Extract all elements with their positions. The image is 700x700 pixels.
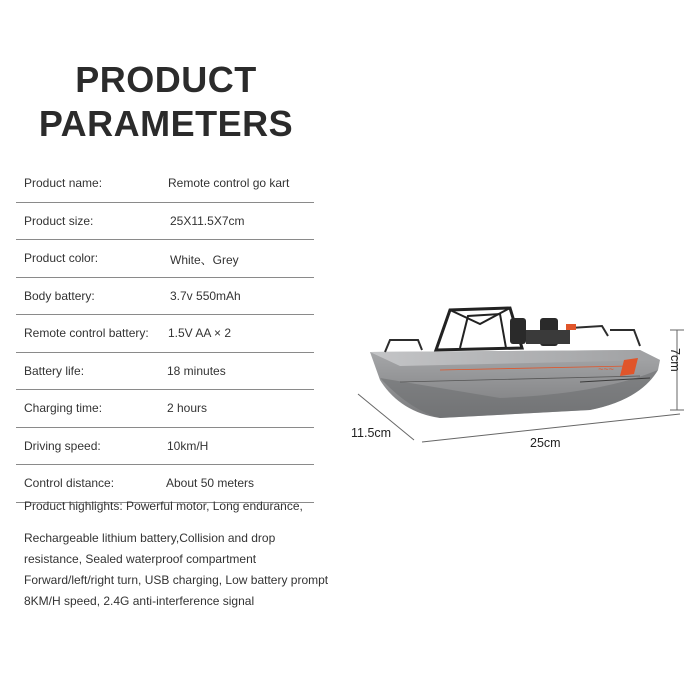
highlights-heading: Product highlights: Powerful motor, Long endurance, [24,499,303,513]
param-value: 10km/H [167,438,209,453]
param-label: Battery life: [24,363,85,378]
param-label: Body battery: [24,288,95,303]
param-label: Product color: [24,251,99,265]
param-row [16,465,314,503]
param-value: 18 minutes [167,363,226,378]
param-label: Charging time: [24,401,103,415]
boat-product-image [340,290,700,460]
parameter-table [16,165,314,503]
highlight-line: 8KM/H speed, 2.4G anti-interference signal [24,594,255,608]
svg-text:~~~: ~~~ [598,364,614,374]
param-label: Driving speed: [24,438,101,453]
param-row [16,278,314,316]
param-row [16,165,314,203]
width-dimension-label: 11.5cm [351,426,392,440]
param-label: Product size: [24,213,94,228]
length-dimension-label: 25cm [530,436,561,450]
highlight-line: Rechargeable lithium battery,Collision and drop [24,531,276,545]
param-value: 3.7v 550mAh [170,288,241,303]
title-line-2: PARAMETERS [38,103,294,144]
param-label: Remote control battery: [24,326,149,340]
param-value: Remote control go kart [168,176,290,190]
title-line-1: PRODUCT [75,59,257,100]
param-value: 25X11.5X7cm [170,213,245,228]
highlight-line: resistance, Sealed waterproof compartment [24,552,257,566]
param-row [16,315,314,353]
param-value: White、Grey [170,253,239,267]
height-dimension-label: 7cm [668,348,682,372]
product-highlights [24,498,344,612]
param-value: About 50 meters [166,476,255,490]
param-value: 1.5V AA × 2 [168,326,232,340]
param-row [16,390,314,428]
param-row [16,203,314,241]
highlight-line: Forward/left/right turn, USB charging, Low battery prompt [24,573,329,587]
param-value: 2 hours [167,401,208,415]
param-label: Control distance: [24,476,115,490]
param-row [16,353,314,391]
page-title [36,58,296,146]
param-label: Product name: [24,176,103,190]
param-row [16,240,314,278]
param-row [16,428,314,466]
